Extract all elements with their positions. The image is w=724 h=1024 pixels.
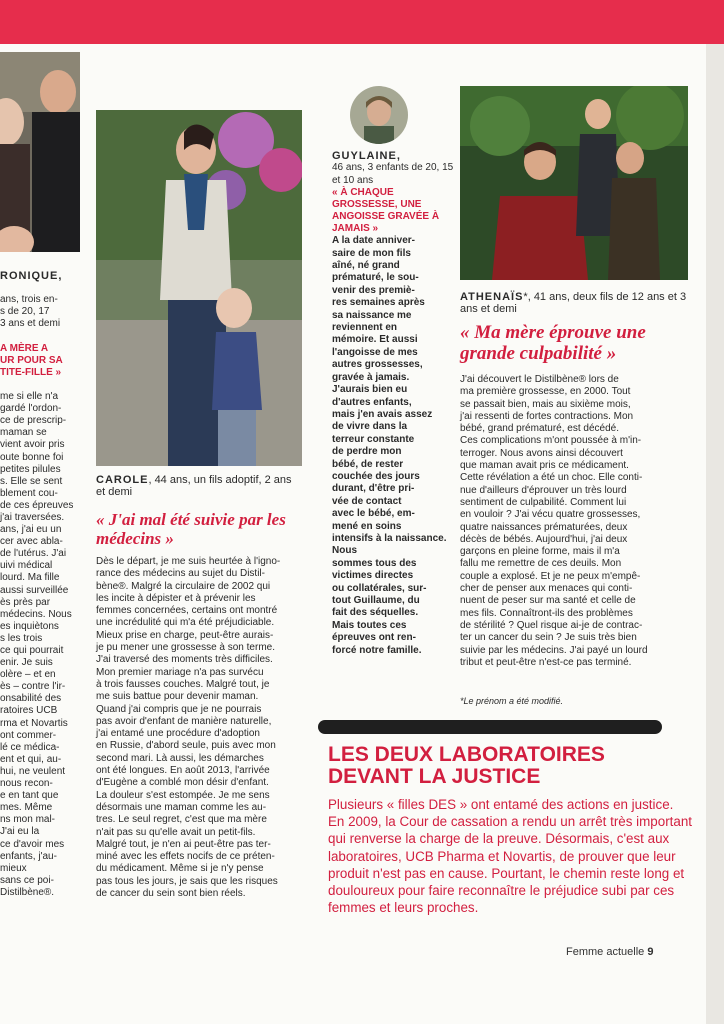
carole-caption [96, 474, 302, 498]
guylaine-block [332, 150, 458, 657]
ronique-details: ans, trois en- s de 20, 17 3 ans et demi [0, 294, 61, 330]
athenais-name: ATHENAÏS [460, 291, 524, 303]
page-number: 9 [647, 946, 654, 958]
ronique-body: me si elle n'a gardé l'ordon- ce de prescrip- maman se vient avoir pris oute bonne foi petites pilules s. Elle se sent blement cou- de ces épreuves j'ai traversées. ans, j'ai eu un cer avec abla- de l'utérus. J'ai uivi médical lourd. Ma fille aussi surveillée ès près par médecins. Nous es inquiètons s les trois ce qui pourrait enir. Je suis olère – et en ès – contre l'ir- onsabilité des ratoires UCB rma et Novartis ont commer- lé ce médica- ent et qui, au- hui, ne veulent nous recon- e en tant que mes. Même ns mon mal- J'ai eu la ce d'avoir mes enfants, j'au- mieux sans ce poi- Distilbène®. [0, 391, 74, 898]
section-divider [318, 720, 662, 734]
photo-guylaine [350, 86, 408, 144]
athenais-caption [460, 291, 688, 315]
guylaine-body: A la date anniver- saire de mon fils aîné, né grand prématuré, le sou- venir des premiè- res semaines après sa naissance me reviennent en mémoire. Et aussi l'angoisse de mes autres grossesses, gravée à jamais. J'aurais bien eu d'autres enfants, mais j'en avais assez de vivre dans la terreur constante de perdre mon bébé, de rester couchée des jours durant, d'être pri- vée de contact avec le bébé, em- mené en soins intensifs à la naissance. Nous sommes tous des victimes directes ou collatérales, sur- tout Guillaume, du fait des séquelles. Mais toutes ces épreuves ont ren- forcé notre famille. [332, 235, 447, 656]
athenais-note: *Le prénom a été modifié. [460, 696, 564, 706]
ronique-headline: A MÈRE A UR POUR SA TITE-FILLE » [0, 342, 63, 378]
guylaine-name: GUYLAINE, [332, 150, 401, 162]
page-gutter [706, 44, 724, 1024]
carole-body: Dès le départ, je me suis heurtée à l'igno- rance des médecins au sujet du Distil- bène®. Malgré la circulaire de 2002 qui les incite à dépister et à prévenir les femmes concernées, certains ont montré une incrédulité qui m'a été préjudiciable. Mieux prise en charge, peut-être aurais- je pu mener une grossesse à son terme. J'ai traversé des moments très difficiles. Mon premier mariage n'a pas survécu à trois fausses couches. Malgré tout, je me suis battue pour devenir maman. Quand j'ai compris que je ne pourrais pas avoir d'enfant de manière naturelle, j'ai entamé une procédure d'adoption en Russie, d'abord seule, puis avec mon second mari. Là aussi, les démarches ont été longues. En août 2013, l'arrivée d'Eugène a comblé mon désir d'enfant. La douleur s'est estompée. Je me sens désormais une maman comme les au- tres. Le seul regret, c'est que ma mère n'ait pas su qu'elle avait un petit-fils. Malgré tout, je n'en ai peut-être pas ter- miné avec les effets nocifs de ce préten- du médicament. Même si je n'y pense pas tous les jours, je sais que les risques de cancer du sein sont bien réels. [96, 556, 281, 900]
carole-quote: « J'ai mal été suivie par les médecins » [96, 510, 286, 548]
photo-athenais [460, 86, 688, 280]
athenais-quote: « Ma mère éprouve une grande culpabilité » [460, 322, 646, 364]
athenais-body: J'ai découvert le Distilbène® lors de ma première grossesse, en 2000. Tout se passait bien, mais au sixième mois, j'ai ressenti de fortes contractions. Mon bébé, grand prématuré, est décédé. Ces complications m'ont poussée à m'in- terroger. Nous avons ainsi découvert que maman avait pris ce médicament. Cette révélation a été un choc. Elle conti- nue d'ailleurs d'éprouver un très lourd sentiment de culpabilité. Comment lui en vouloir ? J'ai vécu quatre grossesses, quatre naissances prématurées, deux décès de bébés. Aujourd'hui, j'ai deux garçons en pleine forme, mais il m'a fallu me remettre de ces deuils. Mon couple a explosé. Et je ne peux m'empê- cher de penser aux menaces qui conti- nuent de peser sur ma santé et celle de mes fils. Connaîtront-ils des problèmes de stérilité ? Quel risque ai-je de contrac- ter un cancer du sein ? Je suis très bien suivie par les médecins. J'ai payé un lourd tribut et peut-être n'est-ce pas terminé. [460, 374, 648, 668]
magazine-name: Femme actuelle [566, 946, 645, 958]
left-column-text [0, 258, 86, 911]
photo-carole [96, 110, 302, 466]
page-footer [566, 946, 653, 958]
athenais-details: *, 41 ans, deux fils de 12 ans et 3 ans et demi [460, 291, 687, 315]
top-color-band [0, 0, 724, 44]
laboratoires-title: LES DEUX LABORATOIRES DEVANT LA JUSTICE [328, 743, 605, 788]
guylaine-details: 46 ans, 3 enfants de 20, 15 et 10 ans [332, 162, 454, 186]
photo-left-couple [0, 52, 80, 252]
laboratoires-body: Plusieurs « filles DES » ont entamé des actions en justice. En 2009, la Cour de cassation a rendu un arrêt très important qui renverse la charge de la preuve. Désormais, c'est aux laboratoires, UCB Pharma et Novartis, de prouver que leur produit n'est pas en cause. Pourtant, le chemin reste long et douloureux pour faire reconnaître le préjudice subi par ces femmes et leurs proches. [328, 797, 692, 916]
carole-name: CAROLE [96, 474, 149, 486]
guylaine-headline: « À CHAQUE GROSSESSE, UNE ANGOISSE GRAVÉE À JAMAIS » [332, 187, 440, 235]
ronique-name: RONIQUE, [0, 270, 63, 283]
carole-details: , 44 ans, un fils adoptif, 2 ans et demi [96, 474, 292, 498]
